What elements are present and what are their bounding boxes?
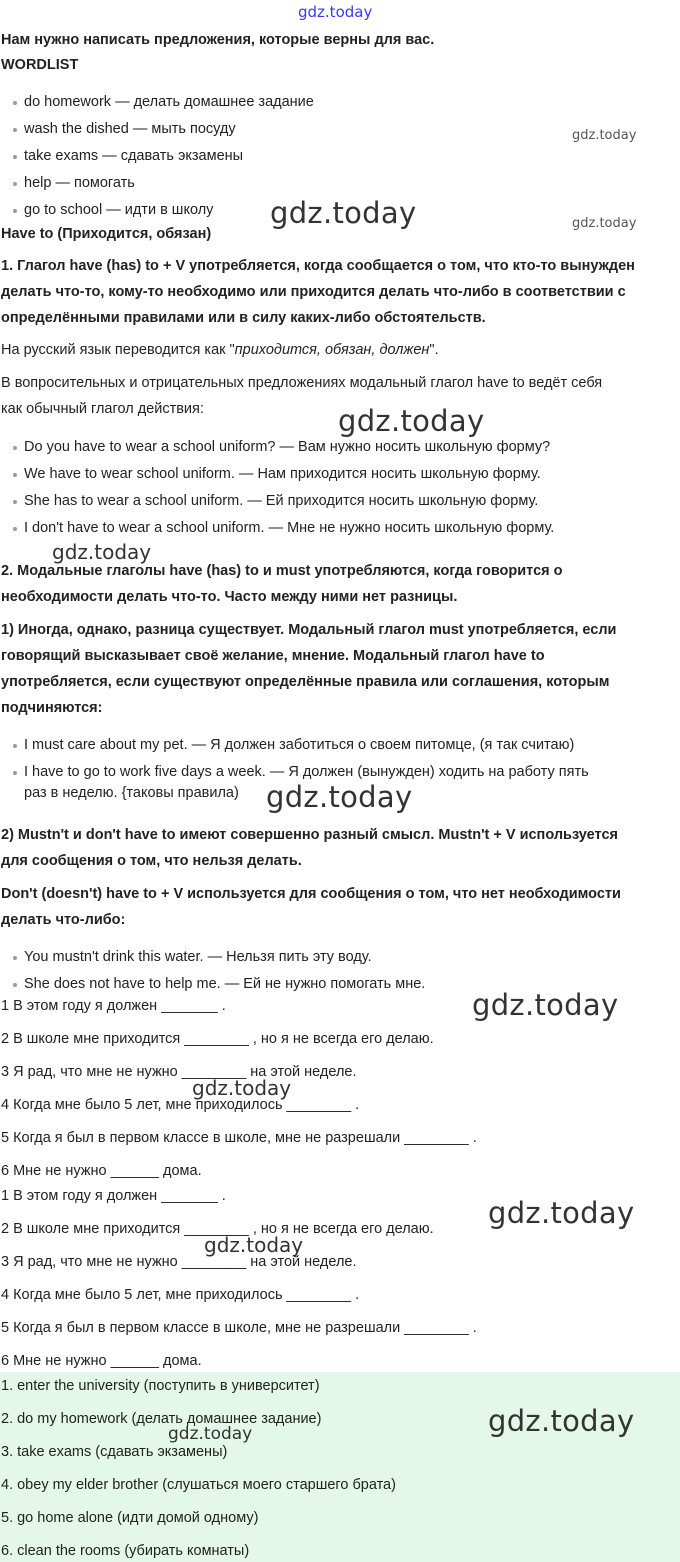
watermark: gdz.today (192, 1076, 292, 1100)
answer-line: 5. go home alone (идти домой одному) (1, 1510, 259, 1526)
paragraph-line: 2. Модальные глаголы have (has) to и must употребляются, когда говорится о (1, 563, 563, 579)
example-item-continued: раз в неделю. {таковы правила) (24, 785, 239, 801)
example-item: She has to wear a school uniform. — Ей приходится носить школьную форму. (24, 493, 539, 509)
watermark: gdz.today (572, 216, 637, 231)
example-item: I have to go to work five days a week. — Я должен (вынужден) ходить на работу пять (24, 764, 589, 780)
bullet (13, 209, 17, 213)
wordlist-item: take exams — сдавать экзамены (24, 148, 244, 164)
example-item: We have to wear school uniform. — Нам приходится носить школьную форму. (24, 466, 541, 482)
watermark: gdz.today (270, 196, 417, 230)
example-item: Do you have to wear a school uniform? — Вам нужно носить школьную форму? (24, 439, 551, 455)
paragraph-line: делать что-то, кому-то необходимо или приходится делать что-либо в соответствии с (1, 284, 626, 300)
translation-note (1, 342, 439, 358)
paragraph-line: для сообщения о том, что нельзя делать. (1, 853, 302, 869)
paragraph-line: 1) Иногда, однако, разница существует. Модальный глагол must употребляется, если (1, 622, 617, 638)
exercise-line: 3 Я рад, что мне не нужно ________ на этой неделе. (1, 1254, 357, 1270)
watermark: gdz.today (338, 404, 485, 438)
paragraph-line: определёнными правилами или в силу каких-либо обстоятельств. (1, 310, 486, 326)
watermark-top: gdz.today (298, 3, 373, 21)
wordlist-item: wash the dished — мыть посуду (24, 121, 236, 137)
watermark: gdz.today (472, 988, 619, 1022)
watermark: gdz.today (266, 780, 413, 814)
section-title: Have to (Приходится, обязан) (1, 226, 212, 242)
bullet (13, 983, 17, 987)
paragraph-line: делать что-либо: (1, 912, 126, 928)
exercise-line: 2 В школе мне приходится ________ , но я не всегда его делаю. (1, 1031, 434, 1047)
paragraph-line: говорящий высказывает своё желание, мнение. Модальный глагол have to (1, 648, 545, 664)
bullet (13, 500, 17, 504)
paragraph-line: 2) Mustn't и don't have to имеют совершенно разный смысл. Mustn't + V используется (1, 827, 618, 843)
wordlist-heading: WORDLIST (1, 57, 79, 73)
bullet (13, 473, 17, 477)
bullet (13, 155, 17, 159)
example-item: She does not have to help me. — Ей не нужно помогать мне. (24, 976, 426, 992)
wordlist-item: do homework — делать домашнее задание (24, 94, 314, 110)
bullet (13, 527, 17, 531)
bullet (13, 771, 17, 775)
exercise-line: 4 Когда мне было 5 лет, мне приходилось ________ . (1, 1097, 360, 1113)
wordlist-item: go to school — идти в школу (24, 202, 214, 218)
intro-text: Нам нужно написать предложения, которые верны для вас. (1, 32, 435, 48)
paragraph-line: 1. Глагол have (has) to + V употребляется, когда сообщается о том, что кто-то вынужден (1, 258, 635, 274)
exercise-line: 6 Мне не нужно ______ дома. (1, 1353, 202, 1369)
exercise-line: 1 В этом году я должен _______ . (1, 998, 226, 1014)
translation-suffix: ". (429, 342, 439, 358)
paragraph-line: подчиняются: (1, 700, 103, 716)
exercise-line: 4 Когда мне было 5 лет, мне приходилось ________ . (1, 1287, 360, 1303)
watermark: gdz.today (204, 1233, 304, 1257)
watermark: gdz.today (572, 128, 637, 143)
watermark: gdz.today (488, 1196, 635, 1230)
paragraph-line: необходимости делать что-то. Часто между ними нет разницы. (1, 589, 458, 605)
answer-line: 6. clean the rooms (убирать комнаты) (1, 1543, 250, 1559)
exercise-line: 6 Мне не нужно ______ дома. (1, 1163, 202, 1179)
answer-line: 4. obey my elder brother (слушаться моего старшего брата) (1, 1477, 396, 1493)
exercise-line: 1 В этом году я должен _______ . (1, 1188, 226, 1204)
example-item: I don't have to wear a school uniform. — Мне не нужно носить школьную форму. (24, 520, 555, 536)
translation-italic: приходится, обязан, должен (234, 342, 430, 358)
watermark: gdz.today (52, 540, 152, 564)
example-item: You mustn't drink this water. — Нельзя пить эту воду. (24, 949, 372, 965)
answer-line: 1. enter the university (поступить в университет) (1, 1378, 320, 1394)
exercise-line: 2 В школе мне приходится ________ , но я не всегда его делаю. (1, 1221, 434, 1237)
example-item: I must care about my pet. — Я должен заботиться о своем питомце, (я так считаю) (24, 737, 575, 753)
paragraph-line: как обычный глагол действия: (1, 401, 204, 417)
watermark: gdz.today (168, 1424, 253, 1444)
exercise-line: 5 Когда я был в первом классе в школе, мне не разрешали ________ . (1, 1320, 477, 1336)
watermark: gdz.today (488, 1404, 635, 1438)
bullet (13, 101, 17, 105)
paragraph-line: Don't (doesn't) have to + V используется для сообщения о том, что нет необходимости (1, 886, 621, 902)
answer-line: 2. do my homework (делать домашнее задание) (1, 1411, 322, 1427)
wordlist-item: help — помогать (24, 175, 135, 191)
answer-line: 3. take exams (сдавать экзамены) (1, 1444, 228, 1460)
translation-prefix: На русский язык переводится как " (1, 342, 235, 358)
exercise-line: 5 Когда я был в первом классе в школе, мне не разрешали ________ . (1, 1130, 477, 1146)
paragraph-line: употребляется, если существуют определённые правила или соглашения, которым (1, 674, 610, 690)
bullet (13, 744, 17, 748)
answers-section (0, 1372, 680, 1562)
bullet (13, 182, 17, 186)
bullet (13, 446, 17, 450)
exercise-line: 3 Я рад, что мне не нужно ________ на этой неделе. (1, 1064, 357, 1080)
bullet (13, 956, 17, 960)
paragraph-line: В вопросительных и отрицательных предложениях модальный глагол have to ведёт себя (1, 375, 603, 391)
bullet (13, 128, 17, 132)
